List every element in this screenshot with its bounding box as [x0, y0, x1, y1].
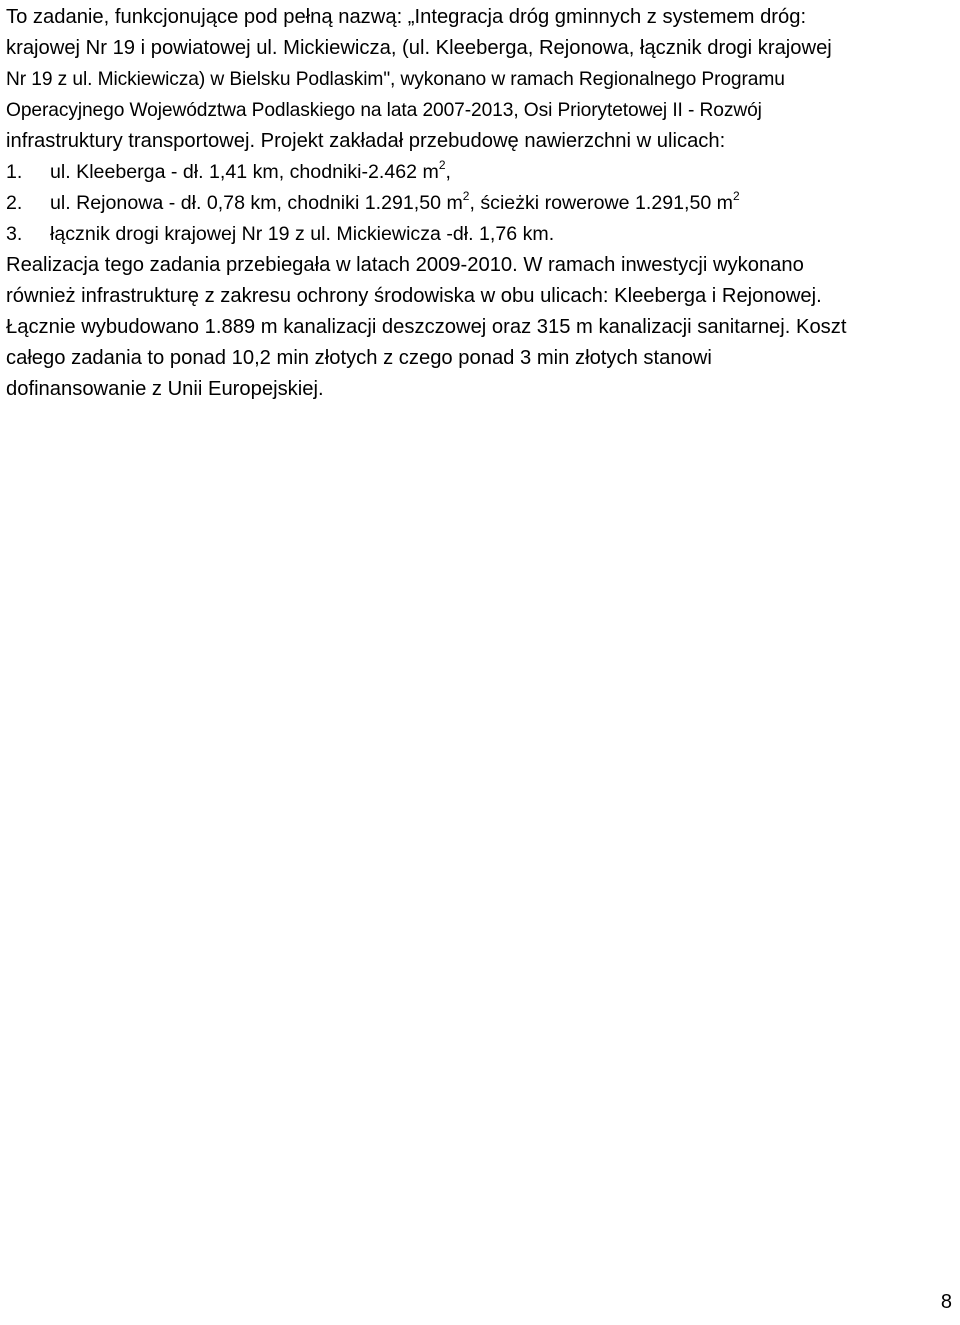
superscript: 2 [462, 189, 470, 203]
text-line: Nr 19 z ul. Mickiewicza) w Bielsku Podlaskim", wykonano w ramach Regionalnego Programu [6, 69, 785, 90]
document-page [6, 0, 956, 405]
text-line: infrastruktury transportowej. Projekt zakładał przebudowę nawierzchni w ulicach: [6, 130, 726, 152]
list-item-number: 3. [6, 223, 23, 245]
page-number: 8 [940, 1291, 952, 1313]
list-item-number: 1. [6, 161, 23, 183]
list-item [6, 157, 956, 188]
text-line: całego zadania to ponad 10,2 min złotych z czego ponad 3 min złotych stanowi [6, 347, 712, 369]
list-item [6, 188, 956, 219]
list-item-number: 2. [6, 192, 23, 214]
list-item-text: , [445, 161, 451, 183]
superscript: 2 [733, 189, 740, 203]
superscript: 2 [438, 158, 446, 172]
list-item-text: ul. Kleeberga - dł. 1,41 km, chodniki-2.462 m [50, 161, 439, 183]
intro-paragraph [6, 2, 956, 157]
list-item-text: , ścieżki rowerowe 1.291,50 m [469, 192, 734, 214]
list-item-text: łącznik drogi krajowej Nr 19 z ul. Mickiewicza -dł. 1,76 km. [50, 223, 555, 245]
text-line: dofinansowanie z Unii Europejskiej. [6, 378, 324, 400]
text-line: Operacyjnego Województwa Podlaskiego na lata 2007-2013, Osi Priorytetowej II - Rozwój [6, 100, 762, 121]
closing-paragraph [6, 250, 956, 405]
list-item [6, 219, 956, 250]
text-line: również infrastrukturę z zakresu ochrony środowiska w obu ulicach: Kleeberga i Rejonowej. [6, 285, 822, 307]
text-line: To zadanie, funkcjonujące pod pełną nazwą: „Integracja dróg gminnych z systemem dróg: [6, 6, 807, 28]
text-line: krajowej Nr 19 i powiatowej ul. Mickiewicza, (ul. Kleeberga, Rejonowa, łącznik drogi krajowej [6, 37, 832, 59]
list-item-text: ul. Rejonowa - dł. 0,78 km, chodniki 1.291,50 m [50, 192, 463, 214]
text-line: Łącznie wybudowano 1.889 m kanalizacji deszczowej oraz 315 m kanalizacji sanitarnej. Koszt [6, 316, 847, 338]
text-line: Realizacja tego zadania przebiegała w latach 2009-2010. W ramach inwestycji wykonano [6, 254, 804, 276]
street-list [6, 157, 956, 250]
